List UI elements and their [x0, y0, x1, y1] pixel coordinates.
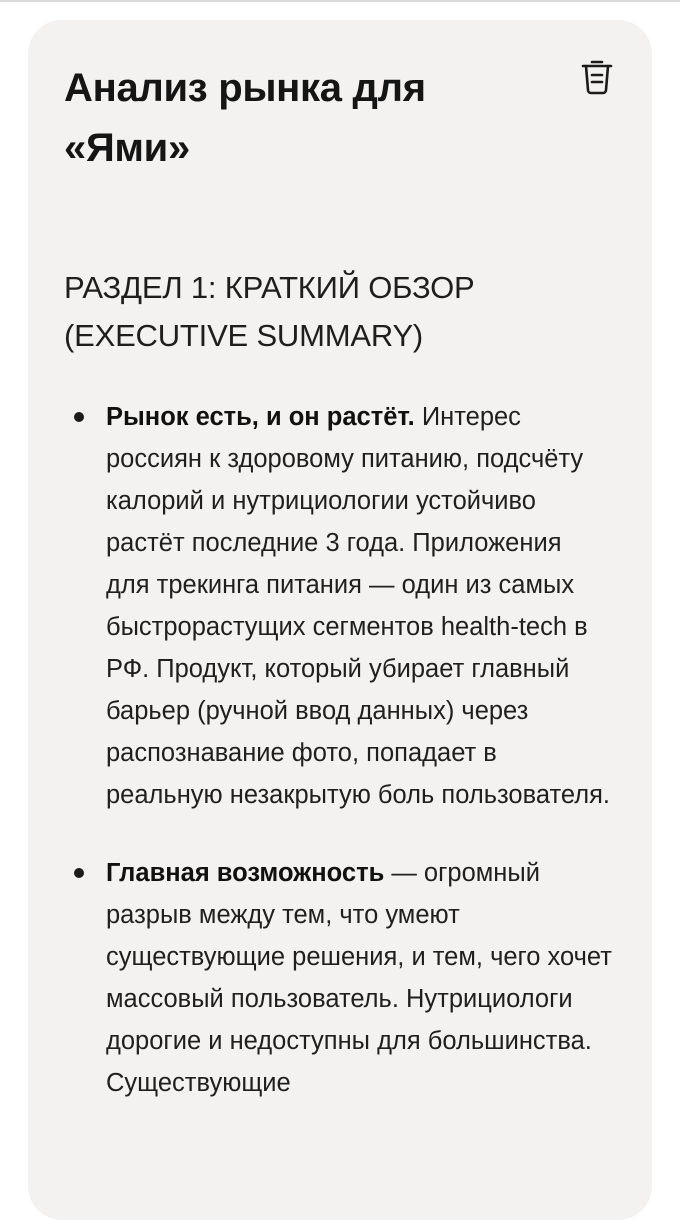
list-item [64, 396, 612, 816]
bullet-lead: Главная возможность [106, 859, 385, 887]
bullet-text: — огромный разрыв между тем, что умеют существующие решения, и тем, чего хочет массовый пользователь. Нутрициологи дорогие и недоступны для большинства. Существующие [106, 859, 612, 1097]
bullet-lead: Рынок есть, и он растёт. [106, 403, 415, 431]
top-divider [0, 0, 680, 2]
summary-list [64, 396, 612, 1104]
delete-button[interactable] [578, 56, 616, 96]
trash-icon [578, 56, 616, 96]
bullet-icon [74, 412, 84, 422]
list-item [64, 852, 612, 1104]
document-title: Анализ рынка для «Ями» [64, 66, 426, 170]
bullet-text: Интерес россиян к здоровому питанию, подсчёту калорий и нутрициологии устойчиво растёт последние 3 года. Приложения для трекинга питания — один из самых быстрорастущих сегментов health-tech в РФ. Продукт, который убирает главный барьер (ручной ввод данных) через распознавание фото, попадает в реальную незакрытую боль пользователя. [106, 403, 610, 809]
bullet-icon [74, 868, 84, 878]
document-card [28, 20, 652, 1220]
section-heading: РАЗДЕЛ 1: КРАТКИЙ ОБЗОР (EXECUTIVE SUMMARY) [64, 270, 475, 353]
